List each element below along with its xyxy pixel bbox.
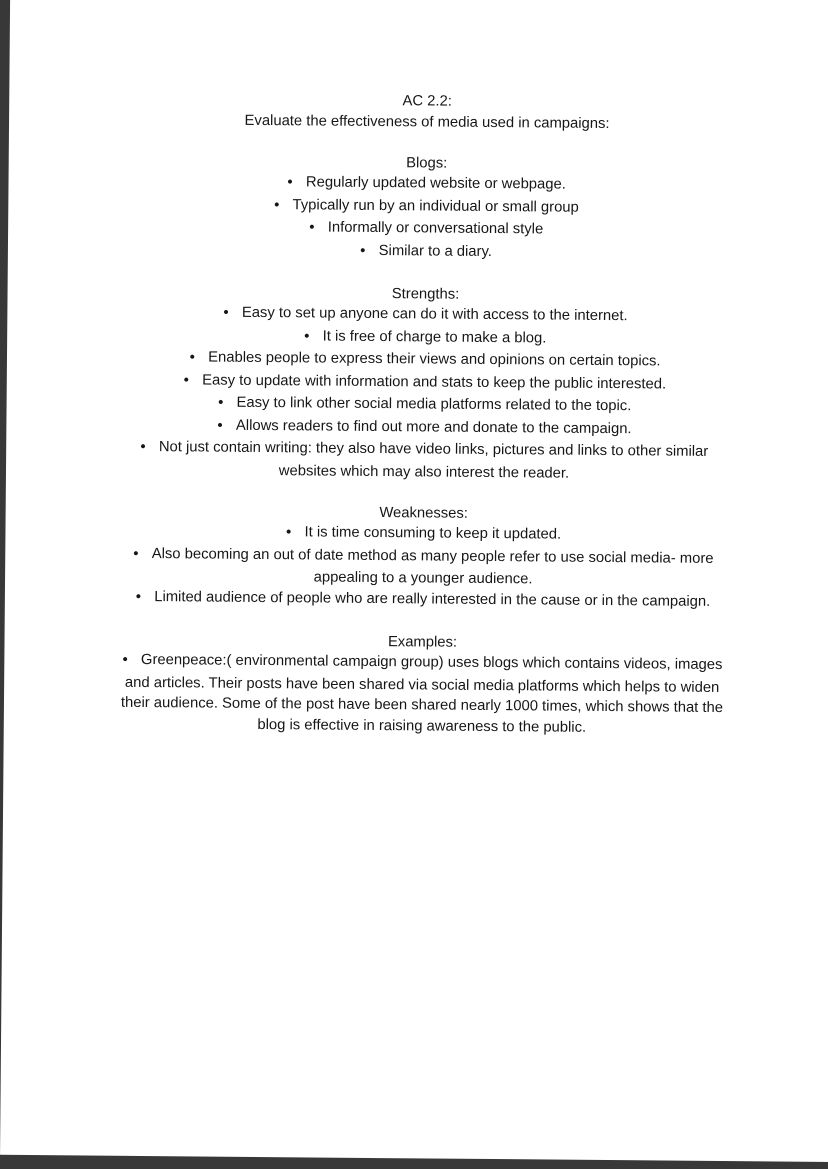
bullet-text: It is free of charge to make a blog.	[322, 328, 547, 346]
bullet-marker-icon: ●	[122, 653, 129, 665]
bullet-list	[122, 171, 731, 266]
section-heading: Weaknesses:	[379, 504, 468, 522]
bullet-text: Similar to a diary.	[378, 242, 492, 260]
bullet-marker-icon: ●	[132, 547, 139, 559]
bullet-marker-icon: ●	[287, 176, 293, 188]
bullet-marker-icon: ●	[135, 590, 142, 602]
bullet-text: Greenpeace:( environmental campaign group) uses blogs which contains videos, images and articles. Their posts have been shared via social media platforms which helps to widen their audience. Some of the post have been shared nearly 1000 times, which shows that the blog is effective in raising awareness to the public.	[120, 651, 724, 736]
bullet-marker-icon: ●	[308, 221, 315, 233]
bullet-text: Easy to update with information and stats to keep the public interested.	[202, 371, 667, 393]
bullet-marker-icon: ●	[189, 351, 196, 363]
doc-title-line1: AC 2.2:	[402, 93, 452, 110]
bullet-item	[119, 586, 727, 614]
bullet-list	[119, 521, 728, 614]
bullet-marker-icon: ●	[217, 396, 224, 408]
bullet-marker-icon: ●	[183, 373, 190, 385]
bullet-marker-icon: ●	[359, 244, 366, 256]
bullet-text: Not just contain writing: they also have video links, pictures and links to other similar websites which may also interest the reader.	[158, 439, 709, 482]
document-section	[119, 500, 728, 614]
section-heading: Examples:	[387, 633, 458, 651]
bullet-marker-icon: ●	[303, 329, 310, 341]
bullet-text: Typically run by an individual or small group	[292, 196, 579, 216]
bullet-list	[118, 650, 727, 739]
document-section	[122, 150, 731, 266]
bullet-marker-icon: ●	[223, 306, 229, 318]
bullet-text: Informally or conversational style	[327, 219, 544, 238]
section-heading: Blogs:	[406, 154, 448, 172]
bullet-item	[118, 650, 727, 739]
sections-container	[118, 150, 731, 739]
bullet-text: Also becoming an out of date method as many people refer to use social media- more appealing to a younger audience.	[151, 545, 714, 588]
bullet-text: Easy to set up anyone can do it with access to the internet.	[241, 304, 628, 325]
section-heading: Strengths:	[391, 285, 460, 303]
document-content	[118, 0, 732, 739]
bullet-text: Easy to link other social media platforms related to the topic.	[236, 394, 632, 415]
bullet-item	[122, 238, 730, 266]
bullet-marker-icon: ●	[217, 419, 224, 431]
bullet-text: Regularly updated website or webpage.	[305, 174, 566, 193]
bullet-item	[119, 543, 727, 591]
bullet-list	[120, 302, 730, 485]
document-section	[120, 281, 730, 485]
bullet-text: It is time consuming to keep it updated.	[304, 524, 562, 543]
bullet-text: Allows readers to find out more and donate to the campaign.	[235, 417, 632, 437]
document-section	[118, 629, 727, 739]
bullet-item	[120, 437, 728, 485]
bullet-marker-icon: ●	[140, 440, 146, 452]
doc-title-line2: Evaluate the effectiveness of media used in campaigns:	[244, 112, 610, 132]
bullet-text: Enables people to express their views and opinions on certain topics.	[208, 349, 661, 370]
bullet-marker-icon: ●	[285, 526, 292, 538]
bullet-text: Limited audience of people who are really interested in the cause or in the campaign.	[154, 588, 711, 610]
bullet-marker-icon: ●	[273, 198, 280, 210]
